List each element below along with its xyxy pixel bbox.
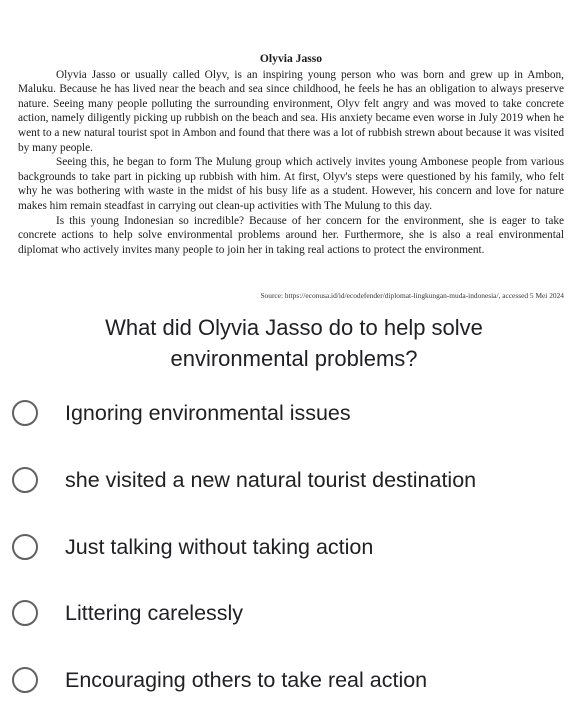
question-text: What did Olyvia Jasso do to help solve environmental problems?	[105, 315, 483, 371]
answer-option-label: Littering carelessly	[65, 601, 244, 625]
answer-option-label: Just talking without taking action	[65, 535, 374, 559]
answer-option-label: she visited a new natural tourist destination	[65, 468, 477, 492]
radio-button-icon[interactable]	[12, 467, 38, 493]
answer-option-4[interactable]	[0, 582, 582, 642]
radio-button-icon[interactable]	[12, 400, 38, 426]
answer-option-3[interactable]	[0, 516, 582, 576]
radio-button-icon[interactable]	[12, 534, 38, 560]
passage-title: Olyvia Jasso	[259, 52, 323, 65]
passage-paragraph-2: Seeing this, he began to form The Mulung group which actively invites young Ambonese people from various backgrounds to take part in picking up rubbish with him. At first, Olyv's steps were questioned by his family, who felt why he was bothering with waste in the midst of his busy life as a student. However, his concern and love for nature makes him remain steadfast in carrying out clean-up activities with The Mulung to this day.	[18, 156, 564, 212]
reading-passage	[18, 52, 564, 257]
answer-option-5[interactable]	[0, 649, 582, 709]
answer-option-2[interactable]	[0, 449, 582, 509]
answer-option-label: Ignoring environmental issues	[65, 401, 351, 425]
answer-option-1[interactable]	[0, 382, 582, 442]
source-citation: Source: https://econusa.id/id/ecodefender/diplomat-lingkungan-muda-indonesia/, accessed 5 Mei 2024	[260, 291, 564, 300]
answer-option-label: Encouraging others to take real action	[65, 668, 428, 692]
radio-button-icon[interactable]	[12, 600, 38, 626]
passage-paragraph-1: Olyvia Jasso or usually called Olyv, is an inspiring young person who was born and grew up in Ambon, Maluku. Because he has lived near the beach and sea since childhood, he feels he has an obligation to always preserve nature. Seeing many people polluting the surrounding environment, Olyv felt angry and was moved to take concrete action, namely diligently picking up rubbish on the beach and sea. His anxiety became even worse in July 2019 when he went to a new natural tourist spot in Ambon and found that there was a lot of rubbish strewn about because it was visited by many people.	[18, 68, 564, 154]
radio-button-icon[interactable]	[12, 667, 38, 693]
passage-paragraph-3: Is this young Indonesian so incredible? Because of her concern for the environment, she is eager to take concrete actions to help solve environmental problems around her. Furthermore, she is also a real environmental diplomat who actively invites many people to join her in taking real actions to protect the environment.	[18, 214, 564, 256]
